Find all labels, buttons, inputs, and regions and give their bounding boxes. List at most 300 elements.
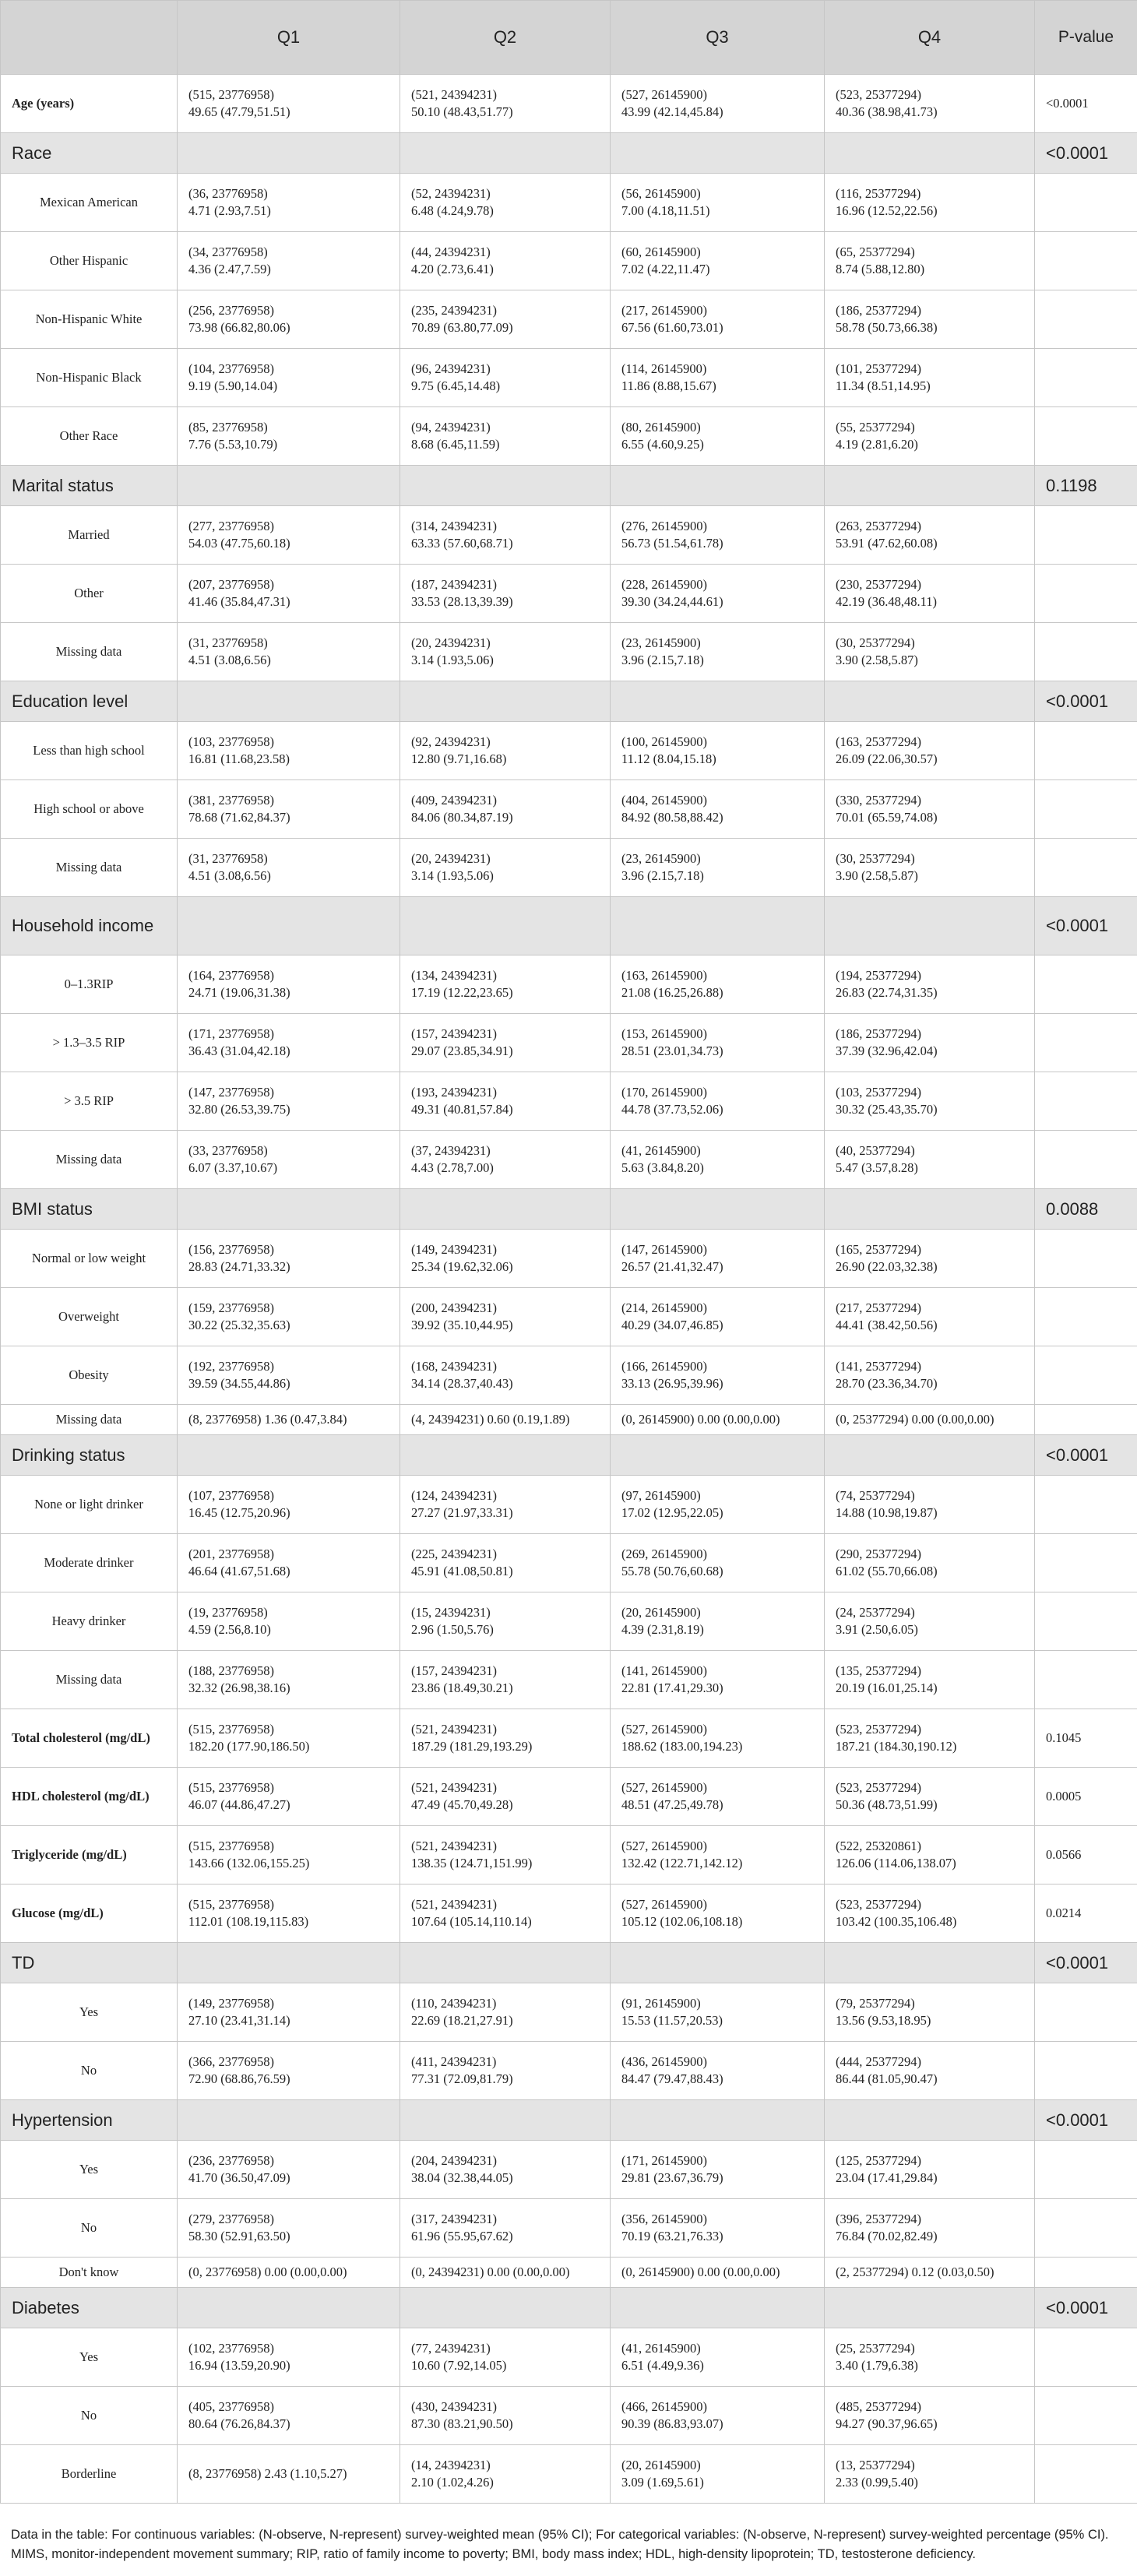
q3-cell: [611, 174, 825, 232]
q4-cell: [825, 1072, 1035, 1131]
cell-count: (279, 23776958): [188, 2212, 274, 2227]
cell-estimate: 25.34 (19.62,32.06): [411, 1259, 513, 1274]
table-row: [1, 349, 1137, 407]
cell-count: (147, 23776958): [188, 1085, 274, 1100]
cell-count: (228, 26145900): [621, 577, 707, 593]
cell-count: (0, 26145900) 0.00 (0.00,0.00): [621, 2265, 780, 2280]
p-value-cell: 0.0566: [1035, 1826, 1137, 1884]
cell-estimate: 5.47 (3.57,8.28): [836, 1160, 918, 1175]
cell-count: (522, 25320861): [836, 1839, 921, 1854]
q1-cell: [178, 955, 400, 1014]
cell-count: (515, 23776958): [188, 1722, 274, 1737]
header-p-value: P-value: [1035, 1, 1137, 75]
row-label: Other Race: [1, 407, 178, 466]
q3-cell: [611, 1131, 825, 1189]
q1-cell: [178, 1651, 400, 1709]
q1-cell: [178, 1288, 400, 1346]
q3-cell: [611, 839, 825, 897]
cell-estimate: 11.34 (8.51,14.95): [836, 378, 931, 393]
p-value-cell: [1035, 722, 1137, 780]
cell-count: (187, 24394231): [411, 577, 497, 593]
q3-cell: [611, 506, 825, 565]
q4-cell: [825, 2141, 1035, 2199]
row-label: Age (years): [1, 75, 178, 133]
cell-estimate: 16.45 (12.75,20.96): [188, 1505, 290, 1520]
cell-estimate: 70.89 (63.80,77.09): [411, 320, 513, 335]
cell-count: (165, 25377294): [836, 1242, 921, 1258]
row-label: Yes: [1, 2141, 178, 2199]
cell-estimate: 61.96 (55.95,67.62): [411, 2229, 513, 2243]
q4-cell: [825, 1131, 1035, 1189]
q1-cell: [178, 1534, 400, 1592]
row-label: 0–1.3RIP: [1, 955, 178, 1014]
cell-count: (404, 26145900): [621, 793, 707, 808]
q1-cell: [178, 1826, 400, 1884]
cell-count: (103, 25377294): [836, 1085, 921, 1100]
cell-count: (37, 24394231): [411, 1143, 491, 1159]
cell-estimate: 42.19 (36.48,48.11): [836, 594, 938, 609]
cell-estimate: 33.53 (28.13,39.39): [411, 594, 513, 609]
cell-count: (80, 26145900): [621, 420, 701, 435]
cell-count: (65, 25377294): [836, 245, 915, 260]
q3-cell: [611, 1826, 825, 1884]
q1-cell: [178, 290, 400, 349]
cell-estimate: 55.78 (50.76,60.68): [621, 1564, 723, 1578]
cell-estimate: 67.56 (61.60,73.01): [621, 320, 723, 335]
cell-estimate: 50.36 (48.73,51.99): [836, 1797, 938, 1812]
q2-cell: [400, 290, 611, 349]
p-value-cell: [1035, 2042, 1137, 2100]
p-value-cell: <0.0001: [1035, 2288, 1137, 2328]
row-label: > 1.3–3.5 RIP: [1, 1014, 178, 1072]
footnote-line-1: Data in the table: For continuous variables: (N-observe, N-represent) survey-weighted mean (95% CI); For categorical variables: (N-observe, N-represent) survey-weighted percentage (95% CI).: [11, 2528, 1109, 2542]
p-value-cell: 0.0214: [1035, 1884, 1137, 1943]
q2-cell: [400, 75, 611, 133]
table-row: [1, 722, 1137, 780]
p-value-cell: [1035, 1072, 1137, 1131]
header-q2: Q2: [400, 1, 611, 75]
table-row: [1, 1288, 1137, 1346]
cell-count: (527, 26145900): [621, 1722, 707, 1737]
cell-estimate: 4.59 (2.56,8.10): [188, 1622, 271, 1637]
category-row: [1, 466, 1137, 506]
q2-cell: [400, 1014, 611, 1072]
table-row: [1, 1884, 1137, 1943]
p-value-cell: [1035, 407, 1137, 466]
cell-estimate: 84.92 (80.58,88.42): [621, 810, 723, 825]
empty-cell: [611, 897, 825, 955]
cell-estimate: 15.53 (11.57,20.53): [621, 2013, 723, 2028]
cell-count: (171, 23776958): [188, 1026, 274, 1042]
cell-count: (521, 24394231): [411, 1780, 497, 1796]
table-row: [1, 174, 1137, 232]
cell-count: (188, 23776958): [188, 1663, 274, 1679]
cell-count: (230, 25377294): [836, 577, 921, 593]
row-label: Education level: [1, 681, 178, 722]
empty-cell: [178, 133, 400, 174]
cell-estimate: 3.14 (1.93,5.06): [411, 653, 494, 667]
cell-estimate: 44.78 (37.73,52.06): [621, 1102, 723, 1117]
empty-cell: [611, 466, 825, 506]
q4-cell: [825, 780, 1035, 839]
empty-cell: [825, 2100, 1035, 2141]
p-value-cell: <0.0001: [1035, 897, 1137, 955]
empty-cell: [400, 2100, 611, 2141]
q2-cell: [400, 2445, 611, 2504]
cell-count: (15, 24394231): [411, 1605, 491, 1621]
cell-estimate: 14.88 (10.98,19.87): [836, 1505, 938, 1520]
cell-estimate: 11.86 (8.88,15.67): [621, 378, 716, 393]
cell-estimate: 63.33 (57.60,68.71): [411, 536, 513, 551]
q2-cell: [400, 1983, 611, 2042]
cell-estimate: 143.66 (132.06,155.25): [188, 1856, 310, 1870]
table-row: [1, 2387, 1137, 2445]
q4-cell: [825, 1768, 1035, 1826]
cell-estimate: 78.68 (71.62,84.37): [188, 810, 290, 825]
p-value-cell: 0.1198: [1035, 466, 1137, 506]
table-row: [1, 2141, 1137, 2199]
table-row: [1, 780, 1137, 839]
q4-cell: [825, 2387, 1035, 2445]
cell-estimate: 56.73 (51.54,61.78): [621, 536, 723, 551]
cell-count: (527, 26145900): [621, 1780, 707, 1796]
cell-estimate: 76.84 (70.02,82.49): [836, 2229, 938, 2243]
q1-cell: [178, 1405, 400, 1435]
cell-estimate: 94.27 (90.37,96.65): [836, 2416, 938, 2431]
cell-estimate: 73.98 (66.82,80.06): [188, 320, 290, 335]
q3-cell: [611, 2042, 825, 2100]
q4-cell: [825, 290, 1035, 349]
row-label: Other: [1, 565, 178, 623]
cell-count: (101, 25377294): [836, 361, 921, 377]
row-label: Marital status: [1, 466, 178, 506]
cell-count: (168, 24394231): [411, 1359, 497, 1374]
q1-cell: [178, 1131, 400, 1189]
cell-count: (31, 23776958): [188, 635, 268, 651]
cell-estimate: 26.57 (21.41,32.47): [621, 1259, 723, 1274]
header-q1: Q1: [178, 1, 400, 75]
table-row: [1, 232, 1137, 290]
q1-cell: [178, 1346, 400, 1405]
cell-count: (256, 23776958): [188, 303, 274, 318]
empty-cell: [825, 897, 1035, 955]
empty-cell: [611, 1189, 825, 1230]
row-label: Missing data: [1, 623, 178, 681]
table-row: [1, 623, 1137, 681]
cell-estimate: 58.30 (52.91,63.50): [188, 2229, 290, 2243]
table-row: [1, 506, 1137, 565]
row-label: No: [1, 2199, 178, 2258]
q3-cell: [611, 722, 825, 780]
cell-estimate: 3.90 (2.58,5.87): [836, 653, 918, 667]
cell-count: (192, 23776958): [188, 1359, 274, 1374]
q3-cell: [611, 1592, 825, 1651]
p-value-cell: [1035, 2328, 1137, 2387]
cell-count: (521, 24394231): [411, 1722, 497, 1737]
q4-cell: [825, 722, 1035, 780]
cell-count: (444, 25377294): [836, 2054, 921, 2070]
q3-cell: [611, 1014, 825, 1072]
cell-count: (515, 23776958): [188, 1897, 274, 1913]
cell-count: (0, 23776958) 0.00 (0.00,0.00): [188, 2265, 347, 2280]
q4-cell: [825, 1651, 1035, 1709]
q4-cell: [825, 1476, 1035, 1534]
empty-cell: [611, 2100, 825, 2141]
row-label: No: [1, 2387, 178, 2445]
cell-estimate: 26.09 (22.06,30.57): [836, 751, 938, 766]
row-label: Overweight: [1, 1288, 178, 1346]
cell-estimate: 45.91 (41.08,50.81): [411, 1564, 513, 1578]
cell-estimate: 36.43 (31.04,42.18): [188, 1043, 290, 1058]
p-value-cell: [1035, 2199, 1137, 2258]
cell-estimate: 126.06 (114.06,138.07): [836, 1856, 956, 1870]
cell-count: (91, 26145900): [621, 1996, 701, 2011]
p-value-cell: 0.0088: [1035, 1189, 1137, 1230]
cell-count: (79, 25377294): [836, 1996, 915, 2011]
cell-estimate: 16.96 (12.52,22.56): [836, 203, 938, 218]
cell-count: (4, 24394231) 0.60 (0.19,1.89): [411, 1412, 570, 1427]
cell-estimate: 17.02 (12.95,22.05): [621, 1505, 723, 1520]
cell-count: (396, 25377294): [836, 2212, 921, 2227]
cell-estimate: 50.10 (48.43,51.77): [411, 104, 513, 119]
cell-estimate: 4.39 (2.31,8.19): [621, 1622, 704, 1637]
table-row: [1, 2445, 1137, 2504]
q1-cell: [178, 1983, 400, 2042]
cell-count: (430, 24394231): [411, 2399, 497, 2415]
cell-count: (20, 24394231): [411, 851, 491, 867]
cell-estimate: 86.44 (81.05,90.47): [836, 2071, 938, 2086]
empty-cell: [825, 466, 1035, 506]
q2-cell: [400, 1709, 611, 1768]
q4-cell: [825, 2042, 1035, 2100]
p-value-cell: [1035, 349, 1137, 407]
table-footnote: [11, 2525, 1126, 2564]
cell-estimate: 46.64 (41.67,51.68): [188, 1564, 290, 1578]
row-label: Mexican American: [1, 174, 178, 232]
cell-estimate: 90.39 (86.83,93.07): [621, 2416, 723, 2431]
empty-cell: [611, 1943, 825, 1983]
cell-count: (314, 24394231): [411, 519, 497, 534]
cell-estimate: 3.90 (2.58,5.87): [836, 868, 918, 883]
table-row: [1, 1131, 1137, 1189]
cell-count: (19, 23776958): [188, 1605, 268, 1621]
p-value-cell: 0.0005: [1035, 1768, 1137, 1826]
q1-cell: [178, 1072, 400, 1131]
cell-count: (44, 24394231): [411, 245, 491, 260]
category-row: [1, 2100, 1137, 2141]
cell-count: (157, 24394231): [411, 1026, 497, 1042]
q3-cell: [611, 623, 825, 681]
cell-count: (436, 26145900): [621, 2054, 707, 2070]
cell-count: (107, 23776958): [188, 1488, 274, 1504]
row-label: Triglyceride (mg/dL): [1, 1826, 178, 1884]
cell-count: (204, 24394231): [411, 2153, 497, 2169]
cell-count: (485, 25377294): [836, 2399, 921, 2415]
cell-count: (114, 26145900): [621, 361, 707, 377]
q1-cell: [178, 2387, 400, 2445]
q4-cell: [825, 1534, 1035, 1592]
p-value-cell: [1035, 232, 1137, 290]
p-value-cell: [1035, 2387, 1137, 2445]
q3-cell: [611, 2141, 825, 2199]
q2-cell: [400, 1405, 611, 1435]
row-label: Don't know: [1, 2258, 178, 2288]
cell-estimate: 44.41 (38.42,50.56): [836, 1318, 938, 1332]
empty-cell: [825, 1943, 1035, 1983]
cell-count: (30, 25377294): [836, 851, 915, 867]
cell-estimate: 70.19 (63.21,76.33): [621, 2229, 723, 2243]
cell-estimate: 41.70 (36.50,47.09): [188, 2170, 290, 2185]
cell-count: (409, 24394231): [411, 793, 497, 808]
cell-count: (55, 25377294): [836, 420, 915, 435]
cell-estimate: 40.36 (38.98,41.73): [836, 104, 938, 119]
q4-cell: [825, 1230, 1035, 1288]
q4-cell: [825, 1592, 1035, 1651]
row-label: Diabetes: [1, 2288, 178, 2328]
row-label: Obesity: [1, 1346, 178, 1405]
cell-estimate: 3.14 (1.93,5.06): [411, 868, 494, 883]
cell-count: (356, 26145900): [621, 2212, 707, 2227]
q3-cell: [611, 2258, 825, 2288]
cell-count: (236, 23776958): [188, 2153, 274, 2169]
cell-count: (134, 24394231): [411, 968, 497, 984]
p-value-cell: [1035, 506, 1137, 565]
empty-cell: [825, 681, 1035, 722]
row-label: Household income: [1, 897, 178, 955]
q3-cell: [611, 1346, 825, 1405]
q3-cell: [611, 407, 825, 466]
cell-count: (97, 26145900): [621, 1488, 701, 1504]
q4-cell: [825, 232, 1035, 290]
q1-cell: [178, 506, 400, 565]
cell-estimate: 39.92 (35.10,44.95): [411, 1318, 513, 1332]
cell-count: (515, 23776958): [188, 1780, 274, 1796]
q4-cell: [825, 565, 1035, 623]
q4-cell: [825, 407, 1035, 466]
empty-cell: [178, 681, 400, 722]
q3-cell: [611, 1405, 825, 1435]
cell-count: (466, 26145900): [621, 2399, 707, 2415]
cell-count: (170, 26145900): [621, 1085, 707, 1100]
q1-cell: [178, 2141, 400, 2199]
p-value-cell: [1035, 1230, 1137, 1288]
cell-count: (411, 24394231): [411, 2054, 497, 2070]
cell-estimate: 23.86 (18.49,30.21): [411, 1680, 513, 1695]
cell-estimate: 7.00 (4.18,11.51): [621, 203, 710, 218]
q3-cell: [611, 1534, 825, 1592]
cell-count: (8, 23776958) 1.36 (0.47,3.84): [188, 1412, 347, 1427]
cell-count: (40, 25377294): [836, 1143, 915, 1159]
cell-count: (330, 25377294): [836, 793, 921, 808]
q3-cell: [611, 1709, 825, 1768]
q3-cell: [611, 75, 825, 133]
cell-estimate: 187.21 (184.30,190.12): [836, 1739, 957, 1754]
q4-cell: [825, 1826, 1035, 1884]
table-row: [1, 1014, 1137, 1072]
cell-estimate: 26.83 (22.74,31.35): [836, 985, 938, 1000]
cell-count: (171, 26145900): [621, 2153, 707, 2169]
q2-cell: [400, 722, 611, 780]
q3-cell: [611, 1983, 825, 2042]
cell-count: (13, 25377294): [836, 2458, 915, 2473]
p-value-cell: [1035, 839, 1137, 897]
header-q3: Q3: [611, 1, 825, 75]
p-value-cell: [1035, 2258, 1137, 2288]
cell-count: (277, 23776958): [188, 519, 274, 534]
cell-estimate: 132.42 (122.71,142.12): [621, 1856, 743, 1870]
cell-count: (74, 25377294): [836, 1488, 915, 1504]
cell-estimate: 7.76 (5.53,10.79): [188, 437, 278, 452]
row-label: Yes: [1, 1983, 178, 2042]
cell-estimate: 112.01 (108.19,115.83): [188, 1914, 309, 1929]
cell-estimate: 13.56 (9.53,18.95): [836, 2013, 931, 2028]
cell-count: (149, 23776958): [188, 1996, 274, 2011]
row-label: Missing data: [1, 839, 178, 897]
empty-cell: [400, 2288, 611, 2328]
p-value-cell: [1035, 955, 1137, 1014]
row-label: Less than high school: [1, 722, 178, 780]
empty-cell: [178, 2100, 400, 2141]
q2-cell: [400, 2199, 611, 2258]
table-row: [1, 1230, 1137, 1288]
q2-cell: [400, 2258, 611, 2288]
cell-estimate: 27.10 (23.41,31.14): [188, 2013, 290, 2028]
cell-estimate: 84.06 (80.34,87.19): [411, 810, 513, 825]
cell-estimate: 3.96 (2.15,7.18): [621, 653, 704, 667]
p-value-cell: <0.0001: [1035, 75, 1137, 133]
cell-estimate: 49.31 (40.81,57.84): [411, 1102, 513, 1117]
cell-estimate: 72.90 (68.86,76.59): [188, 2071, 290, 2086]
row-label: Drinking status: [1, 1435, 178, 1476]
cell-count: (263, 25377294): [836, 519, 921, 534]
cell-estimate: 107.64 (105.14,110.14): [411, 1914, 532, 1929]
cell-estimate: 4.51 (3.08,6.56): [188, 653, 271, 667]
cell-estimate: 16.94 (13.59,20.90): [188, 2358, 290, 2373]
cell-estimate: 4.71 (2.93,7.51): [188, 203, 271, 218]
cell-count: (2, 25377294) 0.12 (0.03,0.50): [836, 2265, 994, 2280]
cell-count: (141, 26145900): [621, 1663, 707, 1679]
q1-cell: [178, 1592, 400, 1651]
footnote-line-2: MIMS, monitor-independent movement summary; RIP, ratio of family income to poverty; BMI, body mass index; HDL, high-density lipoprotein; TD, testosterone deficiency.: [11, 2547, 976, 2561]
p-value-cell: <0.0001: [1035, 681, 1137, 722]
cell-estimate: 17.19 (12.22,23.65): [411, 985, 513, 1000]
q1-cell: [178, 1014, 400, 1072]
p-value-cell: [1035, 1014, 1137, 1072]
cell-count: (24, 25377294): [836, 1605, 915, 1621]
cell-estimate: 11.12 (8.04,15.18): [621, 751, 716, 766]
cell-count: (20, 26145900): [621, 2458, 701, 2473]
q4-cell: [825, 1346, 1035, 1405]
q3-cell: [611, 290, 825, 349]
cell-count: (104, 23776958): [188, 361, 274, 377]
cell-estimate: 58.78 (50.73,66.38): [836, 320, 938, 335]
cell-count: (41, 26145900): [621, 1143, 701, 1159]
cell-count: (193, 24394231): [411, 1085, 497, 1100]
cell-estimate: 32.32 (26.98,38.16): [188, 1680, 290, 1695]
q3-cell: [611, 1288, 825, 1346]
q1-cell: [178, 2258, 400, 2288]
cell-count: (141, 25377294): [836, 1359, 921, 1374]
q1-cell: [178, 2445, 400, 2504]
empty-cell: [825, 1189, 1035, 1230]
cell-count: (523, 25377294): [836, 1780, 921, 1796]
cell-count: (8, 23776958) 2.43 (1.10,5.27): [188, 2466, 347, 2482]
header-q4: Q4: [825, 1, 1035, 75]
cell-estimate: 3.96 (2.15,7.18): [621, 868, 704, 883]
table-row: [1, 1405, 1137, 1435]
q4-cell: [825, 1405, 1035, 1435]
cell-estimate: 8.74 (5.88,12.80): [836, 262, 925, 276]
